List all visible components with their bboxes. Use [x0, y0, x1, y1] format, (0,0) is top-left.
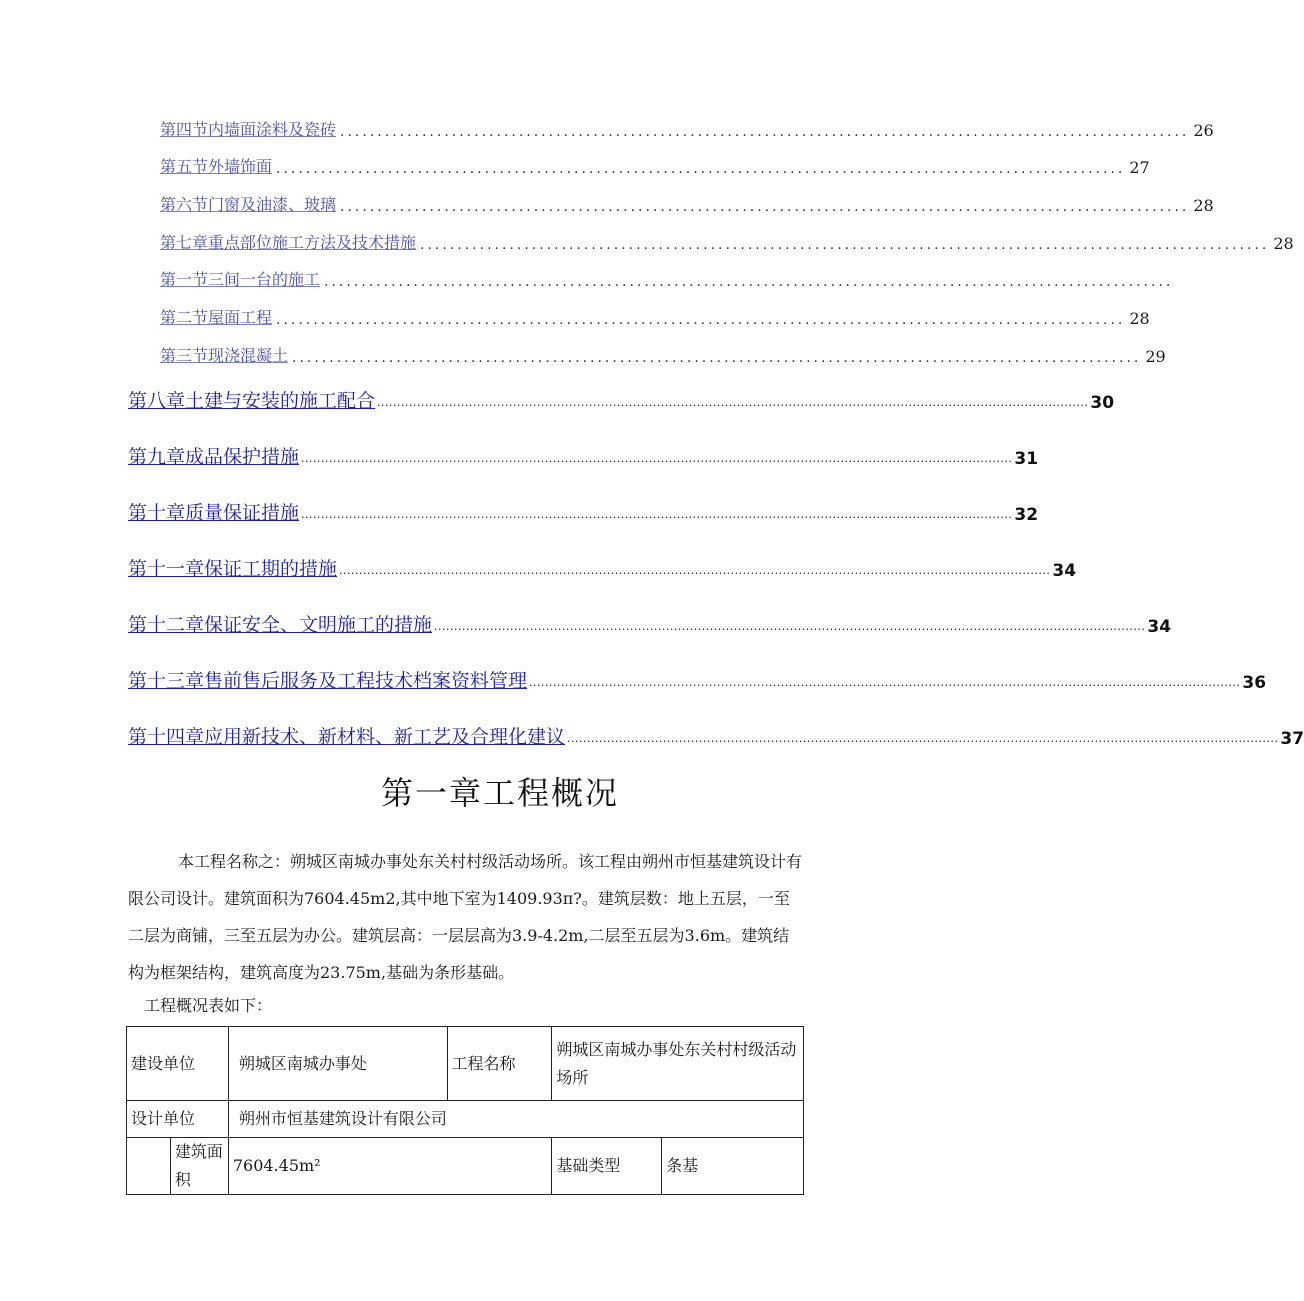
toc-chapter-entry[interactable] — [128, 719, 1304, 749]
toc-leader-dots: .................................................................................................................. — [324, 274, 1174, 290]
toc-entry-label[interactable]: 第七章重点部位施工方法及技术措施 — [160, 233, 417, 252]
toc-entry-page: 28 — [1129, 309, 1150, 328]
toc-chapter-page: 34 — [1052, 561, 1077, 581]
chapter-body — [128, 843, 804, 991]
table-row — [127, 1027, 804, 1101]
toc-leader-dots: .................................................................................................................. — [340, 124, 1190, 140]
toc-chapter-page: 36 — [1242, 673, 1267, 693]
overview-paragraph: 本工程名称之：朔城区南城办事处东关村村级活动场所。该工程由朔州市恒基建筑设计有限公司设计。建筑面积为7604.45m2,其中地下室为1409.93π?。建筑层数：地上五层，一至二层为商铺，三至五层为办公。建筑层高：一层层高为3.9-4.2m,二层至五层为3.6m。建筑结构为框架结构，建筑高度为23.75m,基础为条形基础。 — [128, 852, 803, 982]
toc-entry-page: 29 — [1145, 347, 1166, 366]
toc-entry-page: 27 — [1129, 158, 1150, 177]
toc-chapter-entry[interactable] — [128, 383, 1115, 413]
toc-chapter-entry[interactable] — [128, 607, 1172, 637]
table-cell-label: 工程名称 — [447, 1027, 552, 1101]
toc-entry[interactable] — [160, 151, 1150, 177]
toc-entry[interactable] — [160, 189, 1214, 215]
toc-chapter-label[interactable]: 第八章土建与安装的施工配合 — [128, 390, 376, 412]
toc-leader-dots: .................................................................................................................. — [292, 350, 1142, 366]
toc-chapter-entry[interactable] — [128, 495, 1039, 525]
table-cell-value: 7604.45m² — [228, 1138, 552, 1195]
table-cell-label: 建设单位 — [127, 1027, 229, 1101]
toc-entry-label[interactable]: 第一节三间一台的施工 — [160, 270, 321, 289]
toc-chapter-page: 37 — [1280, 729, 1304, 749]
toc-chapter-label[interactable]: 第十一章保证工期的措施 — [128, 558, 338, 580]
toc-chapter-page: 34 — [1147, 617, 1172, 637]
toc-leader-dots: .................................................................................................................................................................................. — [434, 620, 1146, 633]
toc-leader-dots: .................................................................................................................................................................................. — [567, 732, 1279, 745]
toc-entry-page: 28 — [1193, 196, 1214, 215]
toc-entry[interactable] — [160, 340, 1166, 366]
toc-leader-dots: .................................................................................................................................................................................. — [339, 564, 1051, 577]
table-cell-value: 朔城区南城办事处东关村村级活动场所 — [552, 1027, 804, 1101]
toc-chapter-page: 30 — [1090, 393, 1115, 413]
toc-chapter-label[interactable]: 第十二章保证安全、文明施工的措施 — [128, 614, 433, 636]
toc-chapter-label[interactable]: 第十四章应用新技术、新材料、新工艺及合理化建议 — [128, 726, 566, 748]
table-row — [127, 1138, 804, 1195]
toc-leader-dots: .................................................................................................................. — [276, 161, 1126, 177]
table-cell-value: 朔州市恒基建筑设计有限公司 — [228, 1101, 803, 1138]
toc-entry-page: 28 — [1273, 234, 1294, 253]
table-cell-label: 基础类型 — [552, 1138, 662, 1195]
table-cell-value: 条基 — [662, 1138, 804, 1195]
toc-leader-dots: .................................................................................................................................................................................. — [529, 676, 1241, 689]
toc-chapter-entry[interactable] — [128, 551, 1077, 581]
toc-chapter-label[interactable]: 第九章成品保护措施 — [128, 446, 300, 468]
toc-chapter-entry[interactable] — [128, 663, 1267, 693]
table-cell-empty — [127, 1138, 171, 1195]
table-cell-label: 建筑面积 — [170, 1138, 228, 1195]
toc-leader-dots: .................................................................................................................. — [420, 237, 1270, 253]
toc-entry[interactable] — [160, 114, 1214, 140]
toc-chapter-page: 32 — [1014, 505, 1039, 525]
toc-chapter-label[interactable]: 第十三章售前售后服务及工程技术档案资料管理 — [128, 670, 528, 692]
toc-entry[interactable] — [160, 227, 1294, 253]
chapter-title: 第一章工程概况 — [380, 774, 619, 812]
toc-entry-label[interactable]: 第六节门窗及油漆、玻璃 — [160, 195, 337, 214]
project-overview-table — [126, 1026, 804, 1195]
toc-leader-dots: .................................................................................................................. — [276, 312, 1126, 328]
toc-leader-dots: .................................................................................................................. — [340, 199, 1190, 215]
toc-chapter-label[interactable]: 第十章质量保证措施 — [128, 502, 300, 524]
toc-entry-label[interactable]: 第三节现浇混凝土 — [160, 346, 289, 365]
toc-leader-dots: .................................................................................................................................................................................. — [301, 452, 1013, 465]
toc-chapter-entry[interactable] — [128, 439, 1039, 469]
toc-entry-label[interactable]: 第五节外墙饰面 — [160, 157, 273, 176]
table-intro: 工程概况表如下： — [144, 996, 273, 1015]
toc-leader-dots: .................................................................................................................................................................................. — [377, 396, 1089, 409]
toc-chapter-page: 31 — [1014, 449, 1039, 469]
toc-entry-label[interactable]: 第二节屋面工程 — [160, 308, 273, 327]
table-cell-value: 朔城区南城办事处 — [228, 1027, 447, 1101]
table-row — [127, 1101, 804, 1138]
toc-entry[interactable] — [160, 302, 1150, 328]
toc-entry-label[interactable]: 第四节内墙面涂料及瓷砖 — [160, 120, 337, 139]
toc-entry-page: 26 — [1193, 121, 1214, 140]
toc-entry[interactable] — [160, 264, 1174, 290]
toc-leader-dots: .................................................................................................................................................................................. — [301, 508, 1013, 521]
table-cell-label: 设计单位 — [127, 1101, 229, 1138]
